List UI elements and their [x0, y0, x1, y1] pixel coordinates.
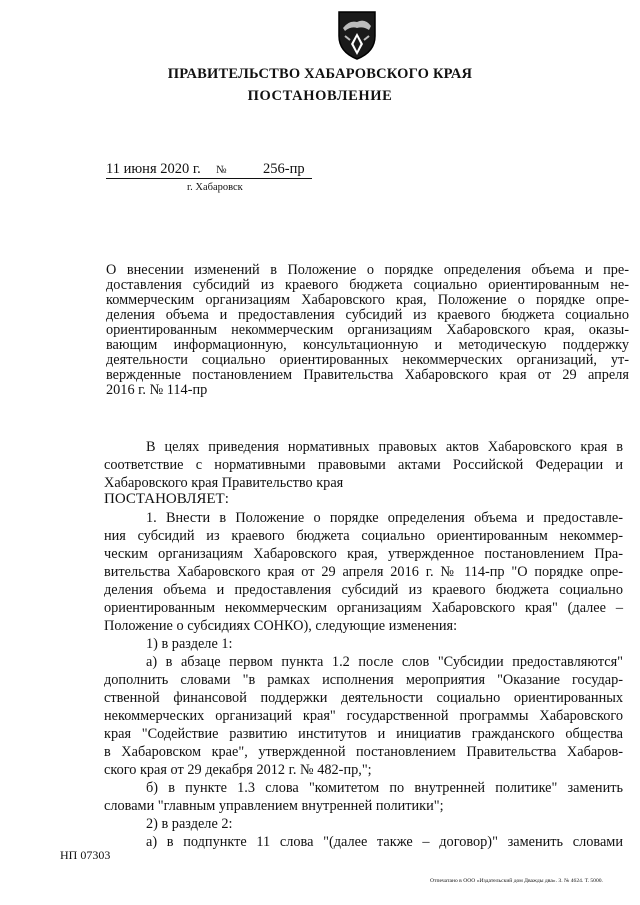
subject-line: вержденные постановлением Правительства Хабаровского края от 29 апреля [106, 367, 629, 383]
body-line: вительства Хабаровского края от 29 апреля 2016 г. № 114-пр "О порядке опре- [104, 564, 623, 580]
body-line: 2) в разделе 2: [146, 816, 233, 832]
document-type: ПОСТАНОВЛЕНИЕ [247, 88, 393, 104]
body-line: а) в подпункте 11 слова "(далее также – договор)" заменить словами [146, 834, 623, 850]
coat-of-arms-icon [333, 6, 381, 62]
body-line: деления объема и предоставления субсидий из краевого бюджета социально [104, 582, 623, 598]
document-date: 11 июня 2020 г. [106, 161, 201, 177]
subject-line: коммерческим организациям Хабаровского края, Положение о порядке опре- [106, 292, 629, 308]
number-mark: № [216, 164, 227, 176]
body-line: края "Содействие развитию институтов и инициатив гражданского общества [104, 726, 623, 742]
subject-line: доставления субсидий из краевого бюджета социально ориентированным не- [106, 277, 629, 293]
body-line: ния субсидий из краевого бюджета социально ориентированным некоммер- [104, 528, 623, 544]
document-number: 256-пр [263, 161, 305, 177]
body-line: а) в абзаце первом пункта 1.2 после слов "Субсидии предоставляются" [146, 654, 623, 670]
body-line: дополнить словами "в рамках исполнения мероприятия "Оказание государ- [104, 672, 623, 688]
body-line: В целях приведения нормативных правовых актов Хабаровского края в [146, 439, 623, 455]
body-line: некоммерческих организаций края" государственной программы Хабаровского [104, 708, 623, 724]
print-note: Отпечатано в ООО «Издательский дом Дважды два». З. № 4624. Т. 5000. [430, 878, 603, 884]
body-line: ПОСТАНОВЛЯЕТ: [104, 491, 229, 507]
body-line: соответствие с нормативными правовыми актами Российской Федерации и [104, 457, 623, 473]
subject-line: вающим информационную, консультационную и методическую поддержку [106, 337, 629, 353]
body-line: в Хабаровском крае", утвержденной постановлением Правительства Хабаров- [104, 744, 623, 760]
body-line: ческим организациям Хабаровского края, утвержденное постановлением Пра- [104, 546, 623, 562]
subject-line: деления объема и предоставления субсидий из краевого бюджета социально [106, 307, 629, 323]
subject-line: 2016 г. № 114-пр [106, 382, 208, 398]
body-line: ского края от 29 декабря 2012 г. № 482-пр,"; [104, 762, 372, 778]
subject-line: деятельности социально ориентированных некоммерческих организаций, ут- [106, 352, 629, 368]
body-line: Положение о субсидиях СОНКО), следующие изменения: [104, 618, 458, 634]
body-line: Хабаровского края Правительство края [104, 475, 344, 491]
body-line: ственной финансовой поддержки деятельности социально ориентированных [104, 690, 623, 706]
body-line: ориентированным некоммерческим организациям Хабаровского края" (далее – [104, 600, 623, 616]
body-line: 1. Внести в Положение о порядке определения объема и предоставле- [146, 510, 623, 526]
government-title: ПРАВИТЕЛЬСТВО ХАБАРОВСКОГО КРАЯ [167, 66, 473, 82]
document-code: НП 07303 [60, 848, 111, 862]
document-city: г. Хабаровск [187, 182, 243, 193]
subject-line: О внесении изменений в Положение о порядке определения объема и пре- [106, 262, 629, 278]
date-underline [106, 178, 312, 179]
body-line: 1) в разделе 1: [146, 636, 233, 652]
body-line: словами "главным управлением внутренней политики"; [104, 798, 444, 814]
subject-line: ориентированным некоммерческим организациям Хабаровского края, оказы- [106, 322, 629, 338]
body-line: б) в пункте 1.3 слова "комитетом по внутренней политике" заменить [146, 780, 623, 796]
